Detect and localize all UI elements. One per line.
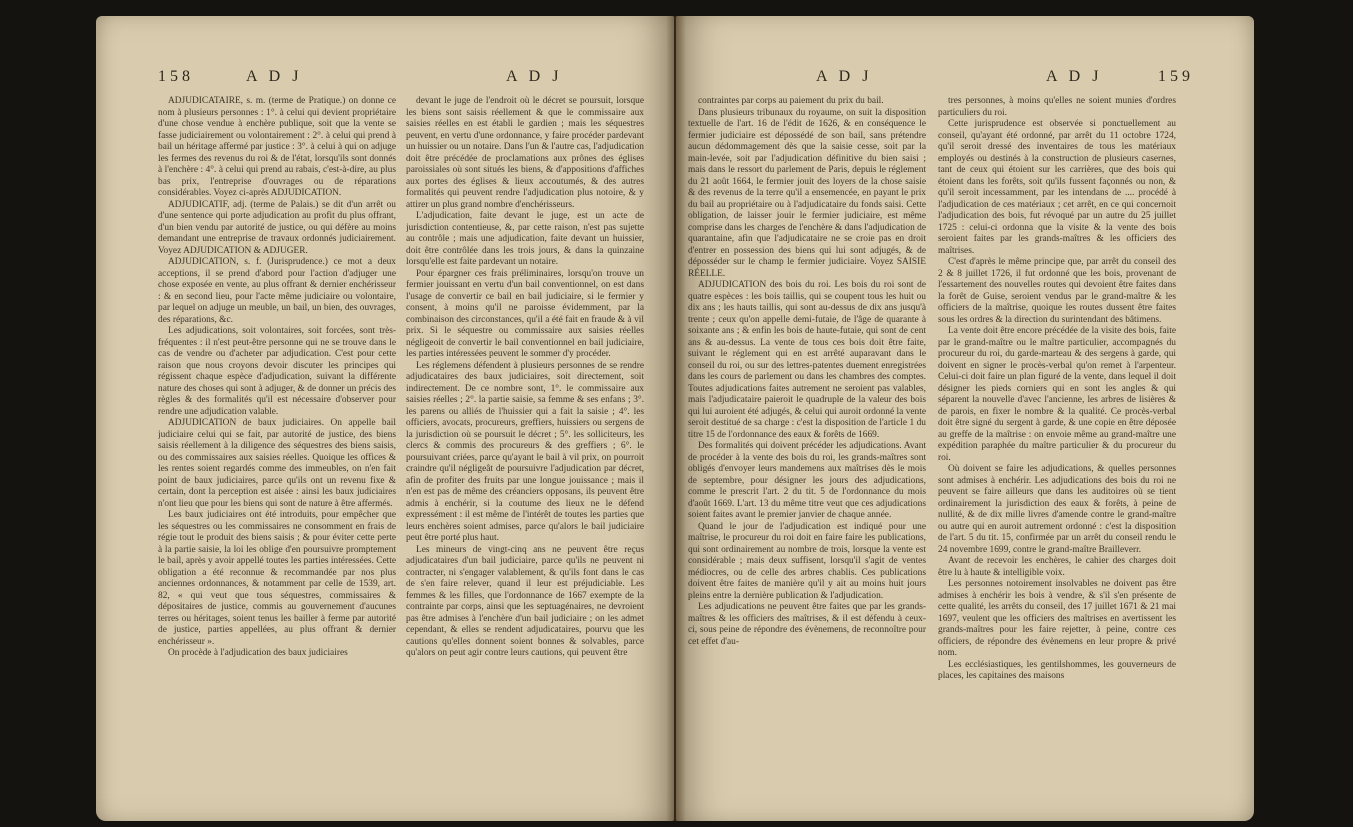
left-column-2 bbox=[406, 96, 644, 821]
book-gutter bbox=[666, 16, 686, 821]
paragraph: On procède à l'adjudication des baux judiciaires bbox=[168, 648, 348, 658]
right-column-1 bbox=[688, 96, 926, 821]
paragraph: Les mineurs de vingt-cinq ans ne peuvent être reçus adjudicataires d'un bail judiciaire, parce qu'ils ne peuvent ni contracter, ni s'engager valablement, & qu'ils font dans le cas de s'en faire relever, quand il leur est préjudiciable. Les femmes & les filles, que l'ordonnance de 1667 exempte de la contrainte par corps, ainsi que les septuagénaires, ne devroient pas être admises à l'enchère d'un bail judiciaire ; on les admet cependant, & elles se rendent adjudicataires, pourvu que les cautions qu'elles donnent soient bonnes & solvables, parce qu'alors on peut agir contre leurs cautions, qui peuvent être bbox=[406, 544, 644, 658]
right-page bbox=[676, 16, 1254, 821]
paragraph: tres personnes, à moins qu'elles ne soient munies d'ordres particuliers du roi. bbox=[938, 96, 1176, 118]
left-page-number: 158 bbox=[158, 68, 194, 85]
paragraph: C'est d'après le même principe que, par arrêt du conseil des 2 & 8 juillet 1726, il fut ordonné que les bois, provenant de l'essartement des nouvelles routes qui devoient être faites dans la forêt de Guise, seroient vendus par le grand-maître & les officiers de la maîtrise, quoique les routes dussent être faites sous les ordres & la direction du surintendant des bâtimens. bbox=[938, 257, 1176, 325]
left-running-head-left: A D J bbox=[246, 68, 303, 85]
paragraph: Cette jurisprudence est observée si ponctuellement au conseil, qu'ayant été ordonné, par arrêt du 11 octobre 1724, qu'il seroit dressé des inventaires de tous les matériaux employés ou destinés à la construction de plusieurs casernes, tant de ceux qui étoient sur les carrières, que des bois qui étoient dans les forêts, soit qu'ils fussent façonnés ou non, & qu'il seroit incessamment, par les intendans de .... procédé à l'adjudication de ces matériaux ; cet arrêt, en ce qui concernoit l'adjudication des bois, fut révoqué par un autre du 25 juillet 1725 : celui-ci ordonna que la visite & la vente des bois seroient faites par les grands-maîtres & les officiers des maîtrises. bbox=[938, 119, 1176, 256]
paragraph: ADJUDICATION, s. f. (Jurisprudence.) ce mot a deux acceptions, il se prend d'abord pour l'action d'adjuger une chose exposée en vente, au plus offrant & dernier enchérisseur : & en second lieu, pour l'acte même judiciaire ou volontaire, par lequel on adjuge un meuble, un bail, un bien, des ouvrages, des réparations, &c. bbox=[158, 257, 396, 325]
right-running-head-left: A D J bbox=[816, 68, 873, 85]
paragraph: devant le juge de l'endroit où le décret se poursuit, lorsque les biens sont saisis réellement & que le commissaire aux saisies réelles en est établi le gardien ; mais les séquestres peuvent, en vertu d'une ordonnance, y faire procéder pardevant un huissier ou un notaire. Dans l'un & l'autre cas, l'adjudication doit être précédée de proclamations aux prônes des églises paroissiales où sont situés les biens, & d'appositions d'affiches aux portes des églises & lieux accoutumés, & des autres formalités qui peuvent rendre l'adjudication plus notoire, & y attirer un plus grand nombre d'enchérisseurs. bbox=[406, 96, 644, 210]
paragraph: Dans plusieurs tribunaux du royaume, on suit la disposition textuelle de l'art. 16 de l'édit de 1626, & en conséquence le fermier judiciaire est dépossédé de son bail, sans prétendre aucun dédommagement dès que la saisie cesse, soit par la main-levée, soit par l'adjudication définitive du bien saisi ; mais dans le ressort du parlement de Paris, depuis le réglement du 21 août 1664, le fermier jouit des loyers de la chose saisie & des revenus de la terre qu'il a ensemencée, en payant le prix du bail au propriétaire ou à l'adjudicataire du fonds saisi. Cette obligation, de laisser jouir le fermier judiciaire, est même comprise dans les charges de l'enchère & dans l'adjudication de quarantaine, afin que l'adjudicataire ne se croie pas en droit d'entrer en possession des biens qui lui sont adjugés, & de déposséder sur le champ le fermier judiciaire. Voyez SAISIE RÉELLE. bbox=[688, 107, 926, 279]
paragraph: ADJUDICATIF, adj. (terme de Palais.) se dit d'un arrêt ou d'une sentence qui porte adjudication au profit du plus offrant, d'un bien vendu par autorité de justice, ou qui défère au moins demandant une entreprise de travaux ordonnés judiciairement. Voyez ADJUDICATION & ADJUGER. bbox=[158, 199, 396, 256]
paragraph: Des formalités qui doivent précéder les adjudications. Avant de procéder à la vente des bois du roi, les grands-maîtres sont obligés d'envoyer leurs mandemens aux maîtrises dès le mois de septembre, pour désigner les jours des adjudications, comme le prescrit l'art. 2 du tit. 5 de l'ordonnance du mois d'août 1669. L'art. 13 du même titre veut que ces adjudications soient faites avant le premier janvier de chaque année. bbox=[688, 441, 926, 520]
right-column-2 bbox=[938, 96, 1176, 821]
paragraph: Où doivent se faire les adjudications, & quelles personnes sont admises à enchérir. Les adjudications des bois du roi ne peuvent se faire ailleurs que dans les auditoires où se tient ordinairement la jurisdiction des eaux & forêts, à peine de nullité, & de dix mille livres d'amende contre le grand-maître ou autre qui en auroit autrement ordonné : c'est la disposition de l'art. 5 du tit. 15, confirmée par un arrêt du conseil rendu le 24 novembre 1699, contre le grand-maître Brailleverr. bbox=[938, 464, 1176, 555]
paragraph: ADJUDICATAIRE, s. m. (terme de Pratique.) on donne ce nom à plusieurs personnes : 1°. à celui qui devient propriétaire d'une chose vendue à enchère publique, soit que la vente se fasse judiciairement ou volontairement : 2°. à celui qui prend à bail un héritage affermé par justice : 3°. à celui à qui on adjuge les fermes des revenus du roi & de l'état, lorsqu'ils sont donnés à l'enchère : 4°. à celui qui prend au rabais, c'est-à-dire, au plus bas prix, l'entreprise d'ouvrages ou de réparations considérables. Voyez ci-après ADJUDICATION. bbox=[158, 96, 396, 198]
paragraph: ADJUDICATION de baux judiciaires. On appelle bail judiciaire celui qui se fait, par autorité de justice, des biens saisis réellement à la diligence des séquestres des biens saisis, ou des commissaires aux saisies réelles. Quoique les offices & les rentes soient regardés comme des immeubles, on n'en fait point de baux judiciaires, parce qu'ils ont un revenu fixe & certain, dont la perception est aisée : ainsi les baux judiciaires n'ont lieu que pour les biens qui sont de nature à être affermés. bbox=[158, 418, 396, 509]
left-page bbox=[96, 16, 674, 821]
paragraph: Quand le jour de l'adjudication est indiqué pour une maîtrise, le procureur du roi doit en faire faire les publications, qui sont ordinairement au nombre de trois, lorsque la vente est considérable ; mais deux suffisent, lorsqu'il s'agit de ventes médiocres, ou de celle des arbres chablis. Ces publications doivent être faites de manière qu'il y ait au moins huit jours pleins entre la dernière publication & l'adjudication. bbox=[688, 521, 926, 601]
paragraph: Les réglemens défendent à plusieurs personnes de se rendre adjudicataires des baux judiciaires, soit directement, soit indirectement. De ce nombre sont, 1°. le commissaire aux saisies réelles ; 2°. la partie saisie, sa femme & ses enfans ; 3°. les parens ou alliés de l'huissier qui a fait la saisie ; 4°. les officiers, avocats, procureurs, greffiers, huissiers ou sergens de la jurisdiction où se poursuit le décret ; 5°. les solliciteurs, les clercs & commis des procureurs & des greffiers ; 6°. le poursuivant criées, parce qu'ayant le bail à vil prix, on pourroit craindre qu'il négligeât de poursuivre l'adjudication par décret, afin de profiter des fruits par une longue jouissance ; mais il n'en est pas de même des créanciers opposans, ils peuvent être admis à enchérir, si la coutume des lieux ne le défend expressément : il est même de l'intérêt de toutes les parties que leurs enchères soient admises, parce qu'alors le bail judiciaire peut être porté plus haut. bbox=[406, 360, 644, 543]
right-page-number: 159 bbox=[1158, 68, 1194, 85]
paragraph: L'adjudication, faite devant le juge, est un acte de jurisdiction contentieuse, &, par cette raison, n'est pas sujette au contrôle ; mais une adjudication, faite devant un huissier, doit être contrôlée dans les trois jours, & dans la quinzaine lorsqu'elle est faite pardevant un notaire. bbox=[406, 211, 644, 267]
left-column-1 bbox=[158, 96, 396, 821]
right-running-head-right: A D J bbox=[1046, 68, 1103, 85]
paragraph: Les adjudications ne peuvent être faites que par les grands-maîtres & les officiers des maîtrises, & il est défendu à ceux-ci, sous peine de répondre des évènemens, de reconnoître pour cet effet d'au- bbox=[688, 602, 926, 647]
paragraph: La vente doit être encore précédée de la visite des bois, faite par le grand-maître ou le maître particulier, accompagnés du procureur du roi, du garde-marteau & des sergens à garde, qui doivent en signer le procès-verbal qu'on remet à l'arpenteur. Celui-ci doit faire un plan figuré de la vente, dans lequel il doit désigner les pieds corniers qui en sont les angles & qui séparent la nouvelle d'avec l'ancienne, les arbres de lisières & de parois, en fixer le nombre & la qualité. Ce procès-verbal doit être signé du sergent à garde, & une copie en être déposée au greffe de la maîtrise : on envoie même au grand-maître une expédition paraphée du maître particulier & du procureur du roi. bbox=[938, 326, 1176, 463]
paragraph: Les adjudications, soit volontaires, soit forcées, sont très-fréquentes : il n'est peut-être personne qui ne se trouve dans le cas de vendre ou d'acheter par adjudication. C'est pour cette raison que nous croyons devoir discuter les principes qui régissent chaque espèce d'adjudication, suivant la différente nature des choses qui sont à adjuger, & de donner un précis des règles & des formalités qu'il est nécessaire d'observer pour rendre une adjudication valable. bbox=[158, 326, 396, 417]
paragraph: Avant de recevoir les enchères, le cahier des charges doit être lu à haute & intelligible voix. bbox=[938, 556, 1176, 578]
paragraph: ADJUDICATION des bois du roi. Les bois du roi sont de quatre espèces : les bois taillis, qui se coupent tous les huit ou dix ans ; les hauts taillis, qui sont au-dessus de dix ans jusqu'à trente ; ceux qu'on appelle demi-futaie, de l'âge de quarante à soixante ans ; & enfin les bois de haute-futaie, qui sont de cent ans & au-dessus. La vente de tous ces bois doit être faite, suivant le réglement qui en est arrêté auparavant dans le conseil du roi, ou sur des lettres-patentes duement enregistrées dans les cours de parlement ou dans les chambres des comptes. Toutes adjudications faites autrement ne seroient pas valables, mais l'adjudicataire paieroit le quadruple de la valeur des bois qui lui auroient été adjugés, & celui qui auroit ordonné la vente seroit destitué de sa charge : c'est la disposition de l'article 1 du titre 15 de l'ordonnance des eaux & forêts de 1669. bbox=[688, 280, 926, 440]
left-running-head-right: A D J bbox=[506, 68, 563, 85]
paragraph: Les personnes notoirement insolvables ne doivent pas être admises à enchérir les bois à vendre, & s'il s'en présente de cette qualité, les arrêts du conseil, des 17 juillet 1671 & 21 mai 1697, veulent que les officiers des maîtrises en avertissent les grands-maîtres pour les faire rejetter, à peine, contre ces officiers, de répondre des évènemens en leur propre & privé nom. bbox=[938, 579, 1176, 658]
paragraph: Pour épargner ces frais préliminaires, lorsqu'on trouve un fermier jouissant en vertu d'un bail conventionnel, on est dans l'usage de convertir ce bail en bail judiciaire, si le fermier y consent, à moins qu'il ne paroisse évidemment, par la combinaison des circonstances, qu'il a été fait en fraude & à vil prix. Si le séquestre ou commissaire aux saisies réelles négligeoit de convertir le bail conventionnel en bail judiciaire, les parties intéressées peuvent le sommer d'y procéder. bbox=[406, 268, 644, 359]
paragraph: Les ecclésiastiques, les gentilshommes, les gouverneurs de places, les capitaines des maisons bbox=[938, 659, 1176, 681]
paragraph: Les baux judiciaires ont été introduits, pour empêcher que les séquestres ou les commissaires ne consomment en frais de régie tout le produit des biens saisis ; & pour éviter cette perte à la partie saisie, la loi les oblige d'en poursuivre promptement le bail, après y avoir appellé toutes les parties intéressées. Cette obligation a été reconnue & recommandée par nos plus anciennes ordonnances, & notamment par celle de 1539, art. 82, « qui veut que tous séquestres, commissaires & dépositaires de justice, commis au gouvernement d'aucunes terres ou héritages, soient tenus les bailler à ferme par autorité de justice, parties appellées, au plus offrant & dernier enchérisseur ». bbox=[158, 510, 396, 647]
paragraph: contraintes par corps au paiement du prix du bail. bbox=[698, 96, 884, 106]
